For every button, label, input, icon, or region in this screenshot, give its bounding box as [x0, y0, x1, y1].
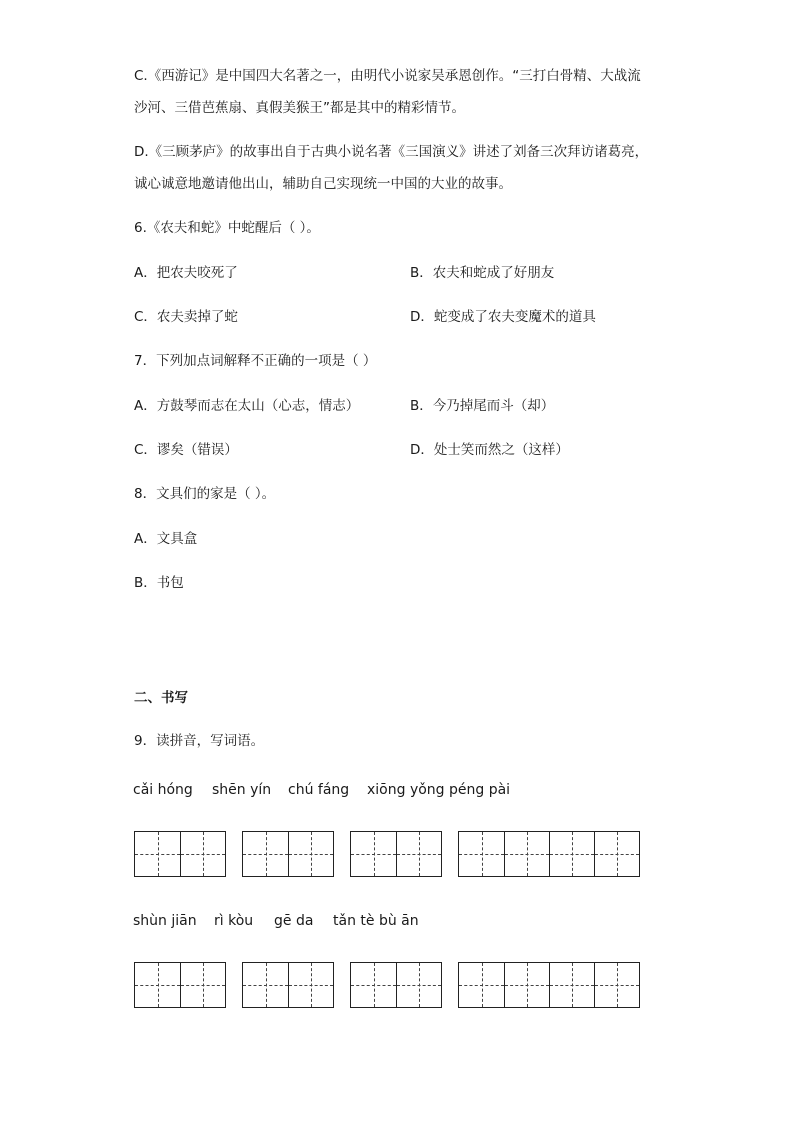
- q6-option-d: D．蛇变成了农夫变魔术的道具: [410, 309, 596, 325]
- writing-cell[interactable]: [351, 963, 396, 1007]
- writing-box-group[interactable]: [458, 831, 640, 877]
- writing-cell[interactable]: [288, 963, 333, 1007]
- pinyin-label: cǎi hóng: [133, 782, 193, 798]
- writing-cell[interactable]: [459, 832, 504, 876]
- writing-box-group[interactable]: [242, 962, 334, 1008]
- q6-option-a: A．把农夫咬死了: [134, 265, 238, 281]
- writing-cell[interactable]: [549, 832, 594, 876]
- writing-cell[interactable]: [504, 963, 549, 1007]
- writing-cell[interactable]: [594, 832, 639, 876]
- q6-option-b: B．农夫和蛇成了好朋友: [410, 265, 555, 281]
- writing-box-group[interactable]: [458, 962, 640, 1008]
- q5-option-c-line2: 沙河、三借芭蕉扇、真假美猴王”都是其中的精彩情节。: [134, 100, 465, 116]
- pinyin-label: rì kòu: [214, 913, 254, 929]
- writing-cell[interactable]: [351, 832, 396, 876]
- q8-option-a: A．文具盒: [134, 531, 198, 547]
- writing-cell[interactable]: [243, 963, 288, 1007]
- pinyin-label: tǎn tè bù ān: [333, 913, 419, 929]
- q5-option-d-line2: 诚心诚意地邀请他出山，辅助自己实现统一中国的大业的故事。: [134, 176, 512, 192]
- writing-cell[interactable]: [594, 963, 639, 1007]
- section-heading: 二、书写: [134, 690, 188, 706]
- q5-option-d-line1: D.《三顾茅庐》的故事出自于古典小说名著《三国演义》讲述了刘备三次拜访诸葛亮，: [134, 144, 649, 160]
- pinyin-row-2: [0, 911, 794, 931]
- writing-cell[interactable]: [396, 832, 441, 876]
- writing-cell[interactable]: [180, 963, 225, 1007]
- writing-cell[interactable]: [396, 963, 441, 1007]
- q6-option-c: C．农夫卖掉了蛇: [134, 309, 238, 325]
- pinyin-row-1: [0, 780, 794, 800]
- q6-stem: 6.《农夫和蛇》中蛇醒后（ ）。: [134, 220, 320, 236]
- writing-cell[interactable]: [549, 963, 594, 1007]
- pinyin-label: chú fáng: [288, 782, 350, 798]
- q7-option-d: D．处士笑而然之（这样）: [410, 442, 569, 458]
- q7-option-b: B．今乃掉尾而斗（却）: [410, 398, 555, 414]
- writing-cell[interactable]: [459, 963, 504, 1007]
- writing-box-group[interactable]: [350, 962, 442, 1008]
- writing-cell[interactable]: [180, 832, 225, 876]
- pinyin-label: shùn jiān: [133, 913, 197, 929]
- q8-option-b: B．书包: [134, 575, 184, 591]
- writing-cell[interactable]: [288, 832, 333, 876]
- writing-grid-row-2: [0, 962, 794, 1010]
- writing-box-group[interactable]: [350, 831, 442, 877]
- writing-cell[interactable]: [504, 832, 549, 876]
- q5-option-c-line1: C.《西游记》是中国四大名著之一，由明代小说家吴承恩创作。“三打白骨精、大战流: [134, 68, 641, 84]
- writing-cell[interactable]: [135, 832, 180, 876]
- q7-stem: 7．下列加点词解释不正确的一项是（ ）: [134, 353, 377, 369]
- pinyin-label: gē da: [274, 913, 314, 929]
- writing-cell[interactable]: [243, 832, 288, 876]
- writing-box-group[interactable]: [134, 962, 226, 1008]
- writing-box-group[interactable]: [134, 831, 226, 877]
- pinyin-label: shēn yín: [212, 782, 272, 798]
- writing-cell[interactable]: [135, 963, 180, 1007]
- q9-stem: 9．读拼音，写词语。: [134, 733, 265, 749]
- q7-option-c: C．谬矣（错误）: [134, 442, 238, 458]
- writing-grid-row-1: [0, 831, 794, 879]
- q7-option-a: A．方鼓琴而志在太山（心志，情志）: [134, 398, 360, 414]
- pinyin-label: xiōng yǒng péng pài: [367, 782, 511, 798]
- writing-box-group[interactable]: [242, 831, 334, 877]
- q8-stem: 8．文具们的家是（ ）。: [134, 486, 276, 502]
